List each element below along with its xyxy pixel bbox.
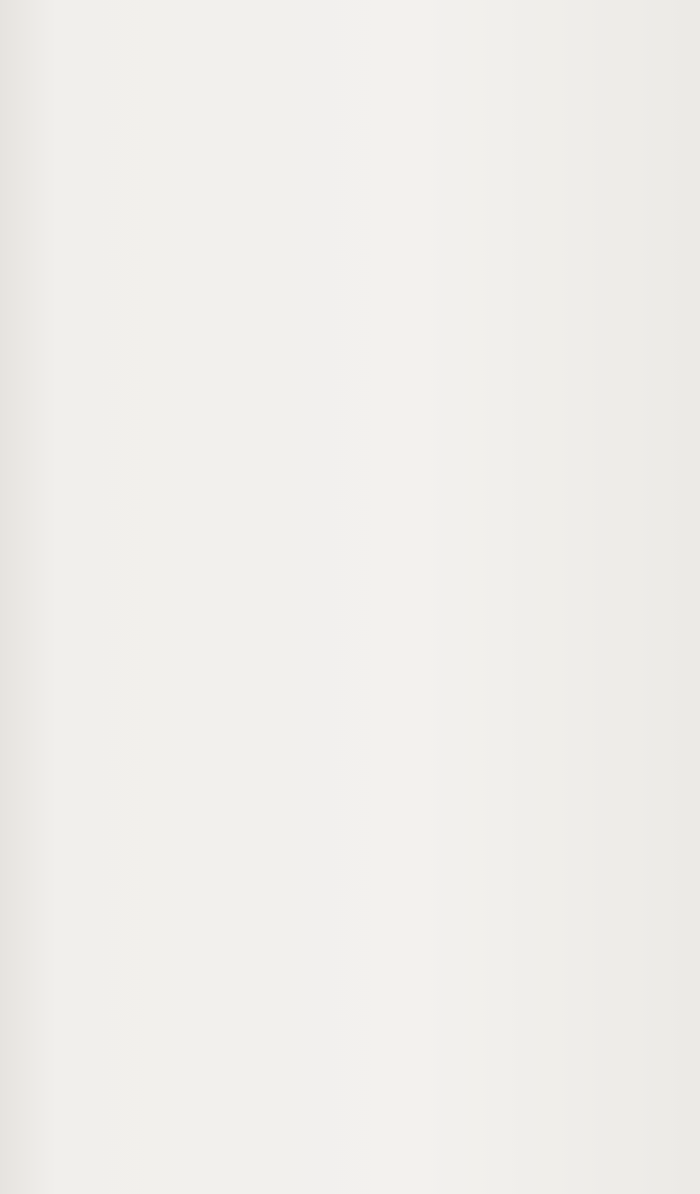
table-of-contents [48, 40, 668, 53]
